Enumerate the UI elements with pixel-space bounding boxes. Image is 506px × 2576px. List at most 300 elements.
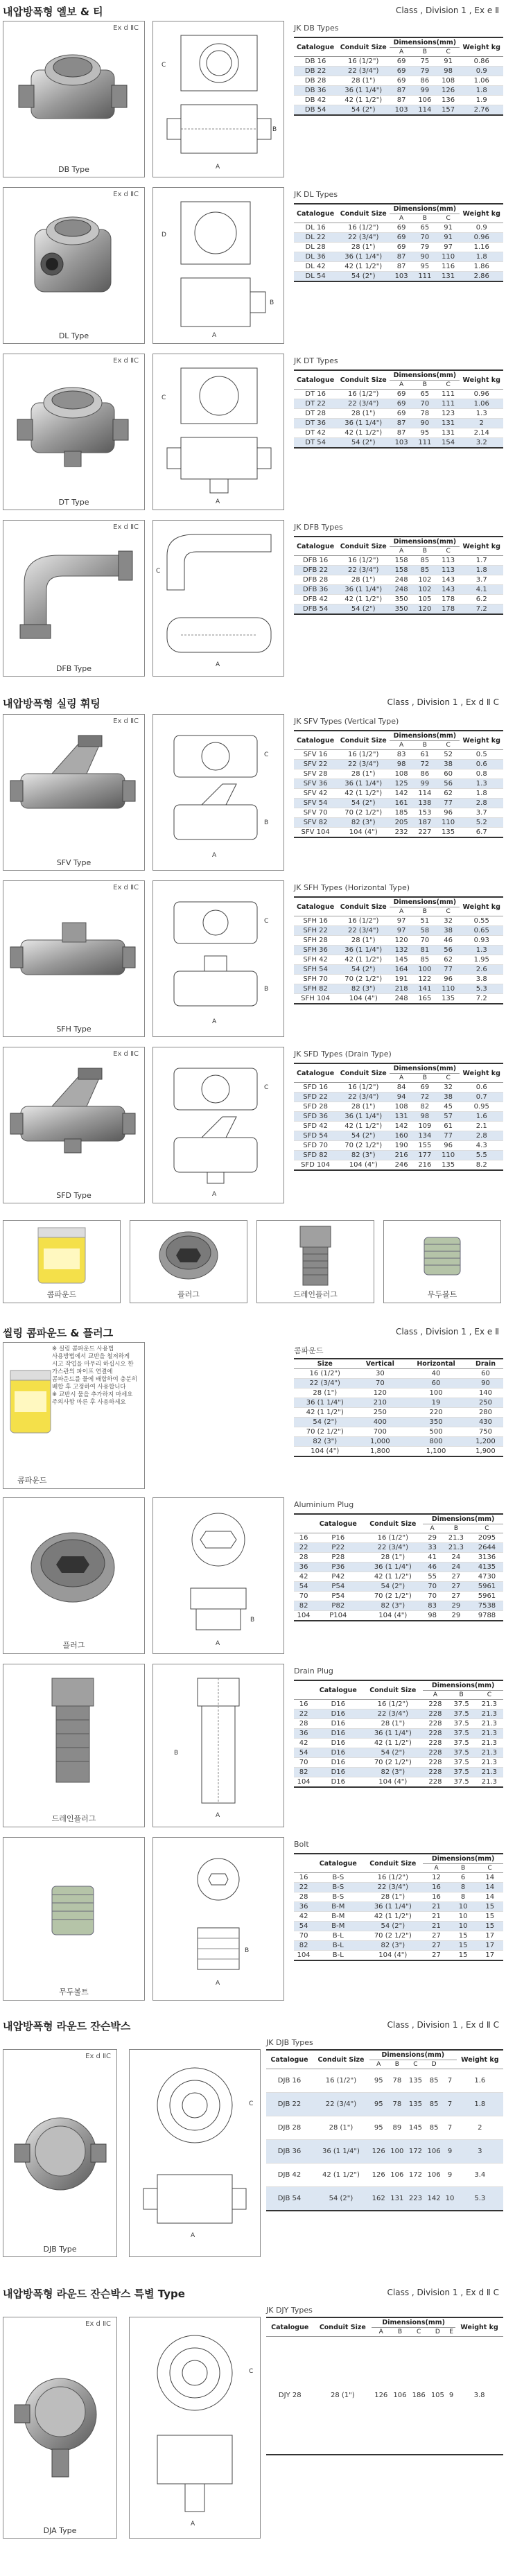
table-cell: 8.2 [460, 1160, 503, 1171]
table-cell: 1.3 [460, 779, 503, 789]
table-header-cell: E [447, 2328, 455, 2337]
spec-table [294, 37, 503, 116]
table-cell: SFH 70 [294, 975, 337, 984]
table-cell: 1.8 [460, 566, 503, 575]
product-photo-box [3, 354, 145, 510]
table-row [294, 789, 503, 799]
table-cell: 70 [413, 399, 437, 409]
table-cell: SFH 22 [294, 926, 337, 936]
table-header-cell: C [410, 2328, 428, 2337]
table-cell: 42 (1 1/2") [337, 789, 390, 799]
table-cell: 131 [388, 2187, 407, 2211]
table-cell: B-S [313, 1892, 363, 1902]
table-cell: 36 (1 1/4") [337, 252, 390, 262]
table-cell: 2.86 [460, 272, 503, 282]
table-cell: 6 [450, 1873, 477, 1883]
section-header-elbow-tee [3, 3, 503, 19]
table-row [294, 223, 503, 233]
table-cell: 86 [413, 76, 437, 86]
table-cell: 36 [294, 1563, 313, 1572]
table-row [294, 233, 503, 243]
table-cell: D16 [313, 1709, 363, 1719]
table-cell: 3.2 [460, 438, 503, 449]
table-header-cell: B [413, 381, 437, 390]
table-cell: 22 (3/4") [337, 233, 390, 243]
spec-table-area [294, 1342, 503, 1457]
table-row [294, 1777, 503, 1788]
ex-rating: Ex d ⅡC [113, 884, 139, 891]
table-cell: 111 [437, 390, 460, 399]
table-header-cell: Weight kg [457, 2050, 503, 2069]
table-cell: 0.9 [460, 223, 503, 233]
product-row-dt [3, 354, 503, 513]
table-header-cell: C [437, 547, 460, 556]
table-cell: 186 [410, 2337, 428, 2455]
table-cell: 54 (2") [337, 1131, 390, 1141]
table-cell: 98 [413, 1112, 437, 1122]
table-cell: 15 [450, 1941, 477, 1951]
table-cell: 114 [413, 105, 437, 116]
table-row [294, 1379, 503, 1389]
table-cell: 3.7 [460, 575, 503, 585]
table-cell: 36 (1 1/4") [337, 946, 390, 955]
table-row [294, 1112, 503, 1122]
table-cell: DFB 22 [294, 566, 337, 575]
spec-table [294, 1513, 503, 1621]
table-cell: 3.4 [457, 2164, 503, 2187]
table-cell: 0.93 [460, 936, 503, 946]
table-cell: 83 [423, 1601, 442, 1611]
table-cell: 85 [425, 2093, 444, 2116]
table-cell: 65 [413, 223, 437, 233]
table-cell: 82 (3") [337, 818, 390, 828]
table-cell: 85 [425, 2069, 444, 2093]
table-cell: DL 22 [294, 233, 337, 243]
table-cell: 65 [413, 390, 437, 399]
table-cell: 87 [390, 86, 413, 96]
table-cell: 21.3 [476, 1729, 503, 1739]
table-row [294, 799, 503, 808]
table-row [294, 566, 503, 575]
table-cell: 72 [413, 760, 437, 769]
table-row [266, 2187, 503, 2211]
spec-table [266, 2049, 503, 2211]
table-row [294, 916, 503, 926]
table-header-cell: Catalogue [294, 204, 337, 223]
table-cell: 111 [413, 272, 437, 282]
dja-box-image [3, 2317, 116, 2512]
table-cell: SFD 82 [294, 1151, 337, 1160]
table-cell: DT 22 [294, 399, 337, 409]
table-cell: DFB 16 [294, 556, 337, 566]
table-cell: 54 (2") [337, 438, 390, 449]
product-row-djb [3, 2035, 503, 2271]
table-cell: 500 [404, 1427, 468, 1437]
table-header-cell: Dimensions(mm) [390, 897, 460, 907]
table-cell: 70 [356, 1379, 405, 1389]
photo-label: 플러그 [177, 1290, 200, 1299]
table-cell: 7.2 [460, 994, 503, 1004]
table-row [294, 1941, 503, 1951]
product-photo-box [3, 2317, 117, 2539]
table-cell: 228 [423, 1719, 447, 1729]
spec-table [266, 2317, 503, 2455]
table-cell: SFH 42 [294, 955, 337, 965]
table-cell: 36 (1 1/4") [363, 1729, 423, 1739]
table-cell: 104 (4") [294, 1447, 356, 1457]
table-cell: 111 [437, 399, 460, 409]
table-header-cell: Dimensions(mm) [369, 2050, 457, 2060]
table-cell: 22 [294, 1883, 313, 1892]
table-cell: 16 (1/2") [337, 916, 390, 926]
table-cell: 4.3 [460, 1141, 503, 1151]
table-cell: SFD 54 [294, 1131, 337, 1141]
table-cell: 104 [294, 1777, 313, 1788]
product-photo-box [3, 1664, 145, 1827]
table-cell: 28 (1") [313, 2337, 372, 2455]
table-row [294, 1582, 503, 1592]
sfh-fitting-image [3, 881, 144, 1020]
table-cell: DFB 54 [294, 604, 337, 615]
table-header-cell: Conduit Size [337, 1063, 390, 1083]
compound-jar-image [3, 1221, 120, 1290]
table-cell: 82 (3") [337, 984, 390, 994]
product-photo-box [3, 2049, 117, 2257]
table-cell: DL 16 [294, 223, 337, 233]
section-class: Class , Division 1 , Ex e Ⅱ [395, 6, 499, 15]
table-cell: 172 [406, 2140, 425, 2164]
table-cell: 158 [390, 556, 413, 566]
table-row [294, 1151, 503, 1160]
table-cell: SFH 16 [294, 916, 337, 926]
table-cell: 228 [423, 1729, 447, 1739]
table-cell: D16 [313, 1739, 363, 1748]
table-cell: 131 [437, 272, 460, 282]
table-cell: 54 [294, 1582, 313, 1592]
technical-drawing [152, 520, 284, 677]
drain-plug-photo [256, 1220, 374, 1303]
table-row [266, 2093, 503, 2116]
product-row-dl [3, 187, 503, 347]
table-cell: 36 (1 1/4") [337, 585, 390, 595]
table-row [294, 1427, 503, 1437]
table-cell: 228 [423, 1748, 447, 1758]
table-cell: 54 (2") [313, 2187, 369, 2211]
table-row [294, 818, 503, 828]
table-cell: 82 [294, 1601, 313, 1611]
table-header-cell: Conduit Size [337, 897, 390, 916]
table-header-cell: C [437, 741, 460, 750]
table-header-cell: A [423, 1524, 442, 1533]
table-cell: 29 [423, 1533, 442, 1543]
table-cell: 1.9 [460, 96, 503, 105]
table-cell: 2644 [471, 1543, 503, 1553]
product-type-label: DB Type [58, 165, 89, 174]
table-cell: 37.5 [448, 1777, 476, 1788]
table-cell: 37.5 [448, 1709, 476, 1719]
table-cell: 131 [437, 419, 460, 428]
dl-drawing [153, 188, 283, 343]
table-cell: 85 [425, 2116, 444, 2140]
ex-rating: Ex d ⅡC [113, 24, 139, 32]
table-cell: 36 (1 1/4") [313, 2140, 369, 2164]
table-cell: 42 (1 1/2") [363, 1572, 423, 1582]
table-cell: 126 [437, 86, 460, 96]
table-title: 콤파운드 [294, 1346, 324, 1355]
table-cell: P82 [313, 1601, 363, 1611]
table-cell: 79 [413, 67, 437, 76]
table-cell: 96 [437, 808, 460, 818]
table-cell: 28 (1") [337, 936, 390, 946]
table-row [294, 955, 503, 965]
table-header-cell: Dimensions(mm) [372, 2317, 455, 2328]
table-header-cell: Catalogue [294, 1063, 337, 1083]
table-cell: 28 (1") [337, 575, 390, 585]
table-cell: 97 [437, 243, 460, 252]
table-cell: 105 [413, 595, 437, 604]
spec-table [294, 896, 503, 1004]
table-cell: 1.95 [460, 955, 503, 965]
table-row [294, 76, 503, 86]
table-cell: DB 22 [294, 67, 337, 76]
table-cell: 158 [390, 566, 413, 575]
table-cell: 6.7 [460, 828, 503, 838]
table-row [294, 1892, 503, 1902]
section-title: 내압방폭형 실링 휘팅 [3, 697, 101, 710]
table-cell: DL 42 [294, 262, 337, 272]
table-row [294, 828, 503, 838]
table-cell: 1.8 [460, 86, 503, 96]
spec-table-area [294, 1664, 503, 1788]
table-cell: SFV 36 [294, 779, 337, 789]
product-type-label: 드레인플러그 [51, 1814, 96, 1823]
table-cell: 70 (2 1/2") [294, 1427, 356, 1437]
aluminium-plug-drawing [153, 1498, 283, 1653]
bolt-drawing [153, 1838, 283, 2000]
spec-table [294, 536, 503, 615]
table-title: JK SFD Types (Drain Type) [294, 1050, 392, 1059]
compound-usage-note: ※ 실링 콤파운드 사용법 사용방법에서 교반을 철저하게 시고 작업을 마무리 하십시오 한 가스관의 파이프 연결에 콤파운드를 물에 배합하여 충분히 배합 후 고정하여 사용합니다 ※ 교반시 물을 추가하지 마세요 주의사항 마른 후 사용하세요 [52, 1346, 138, 1406]
table-cell: 16 [294, 1700, 313, 1709]
table-title: JK DJB Types [266, 2038, 313, 2047]
product-type-label: DT Type [58, 498, 89, 507]
table-cell: 162 [369, 2187, 388, 2211]
table-cell: 1.8 [460, 789, 503, 799]
table-header-cell: Dimensions(mm) [390, 37, 460, 48]
table-cell: 5961 [471, 1582, 503, 1592]
table-header-cell [294, 1680, 313, 1700]
table-cell: 42 (1 1/2") [337, 262, 390, 272]
table-cell: SFD 28 [294, 1102, 337, 1112]
table-cell: 9 [443, 2164, 456, 2187]
table-cell: 22 (3/4") [363, 1709, 423, 1719]
table-cell: 78 [388, 2069, 407, 2093]
table-cell: 106 [425, 2140, 444, 2164]
table-row [294, 1083, 503, 1093]
table-cell: 21.3 [476, 1777, 503, 1788]
table-cell: 4730 [471, 1572, 503, 1582]
product-type-label: 콤파운드 [17, 1476, 47, 1485]
spec-table [294, 1063, 503, 1171]
table-cell: SFV 104 [294, 828, 337, 838]
table-cell: 16 (1/2") [337, 556, 390, 566]
table-cell: 157 [437, 105, 460, 116]
table-cell: 3 [457, 2140, 503, 2164]
table-cell: 16 (1/2") [363, 1533, 423, 1543]
table-cell: 70 [294, 1758, 313, 1768]
table-header-cell: A [390, 381, 413, 390]
table-row [294, 1447, 503, 1457]
table-cell: 60 [437, 769, 460, 779]
table-cell: 134 [413, 1131, 437, 1141]
table-cell: 104 (4") [363, 1951, 423, 1961]
table-cell: 91 [437, 57, 460, 67]
table-cell: 19 [404, 1398, 468, 1408]
table-cell: 95 [369, 2116, 388, 2140]
technical-drawing [152, 1664, 284, 1827]
technical-drawing [152, 354, 284, 510]
table-cell: 15 [476, 1912, 503, 1922]
table-cell: 0.55 [460, 916, 503, 926]
table-cell: 16 (1/2") [363, 1873, 423, 1883]
table-cell: 145 [390, 955, 413, 965]
table-row [294, 1389, 503, 1398]
table-cell: 120 [390, 936, 413, 946]
table-cell: 5961 [471, 1592, 503, 1601]
table-row [294, 1160, 503, 1171]
table-cell: 114 [413, 789, 437, 799]
table-cell: 61 [437, 1122, 460, 1131]
table-cell: 82 (3") [363, 1601, 423, 1611]
table-cell: 22 (3/4") [363, 1543, 423, 1553]
table-header-cell: B [388, 2060, 407, 2069]
table-cell: 86 [413, 769, 437, 779]
table-cell: 14 [476, 1892, 503, 1902]
table-cell: 108 [437, 76, 460, 86]
table-cell: 98 [423, 1611, 442, 1621]
svg-text:C: C [264, 1084, 269, 1091]
svg-text:B: B [272, 126, 277, 133]
table-row [294, 1729, 503, 1739]
table-row [294, 96, 503, 105]
table-row [294, 1768, 503, 1777]
table-cell: 161 [390, 799, 413, 808]
technical-drawing [129, 2317, 261, 2539]
table-cell: P22 [313, 1543, 363, 1553]
table-cell: 55 [423, 1572, 442, 1582]
table-cell: 42 (1 1/2") [337, 428, 390, 438]
table-cell: 54 (2") [337, 604, 390, 615]
table-header-cell: C [471, 1524, 503, 1533]
product-photo-box [3, 880, 145, 1037]
table-cell: B-S [313, 1873, 363, 1883]
table-header-cell: Weight kg [455, 2317, 503, 2337]
table-header-cell: Weight kg [460, 1063, 503, 1083]
table-cell: 3.8 [460, 975, 503, 984]
table-cell: 1,900 [468, 1447, 503, 1457]
table-header-cell: B [413, 1074, 437, 1083]
table-row [294, 926, 503, 936]
table-header-cell: Dimensions(mm) [390, 731, 460, 741]
table-row [294, 1369, 503, 1379]
table-cell: SFH 104 [294, 994, 337, 1004]
svg-text:A: A [212, 852, 217, 859]
table-header-cell: A [423, 1691, 447, 1700]
table-cell: 2.1 [460, 1122, 503, 1131]
table-cell: 104 (4") [337, 994, 390, 1004]
spec-table-area [294, 1497, 503, 1621]
table-cell: 104 (4") [337, 828, 390, 838]
table-cell: 28 (1") [313, 2116, 369, 2140]
table-cell: DL 36 [294, 252, 337, 262]
table-cell: 126 [369, 2164, 388, 2187]
sfh-drawing [153, 881, 283, 1036]
table-row [294, 1931, 503, 1941]
table-title: JK DL Types [294, 190, 338, 199]
table-cell: 178 [437, 604, 460, 615]
table-row [294, 604, 503, 615]
table-header-cell: D [428, 2328, 447, 2337]
table-header-cell: Conduit Size [337, 204, 390, 223]
table-row [294, 1533, 503, 1543]
table-cell: 106 [388, 2164, 407, 2187]
svg-text:A: A [212, 1018, 217, 1025]
compound-table [294, 1358, 503, 1457]
table-header-cell: Dimensions(mm) [423, 1854, 503, 1864]
table-cell: 400 [356, 1418, 405, 1427]
table-cell: 2095 [471, 1533, 503, 1543]
table-cell: P104 [313, 1611, 363, 1621]
compound-photo [3, 1220, 121, 1303]
table-cell: 16 (1/2") [337, 750, 390, 760]
table-cell: 91 [437, 223, 460, 233]
table-cell: 94 [390, 1093, 413, 1102]
table-cell: 95 [413, 428, 437, 438]
table-header-cell [294, 1514, 313, 1533]
table-row [294, 1572, 503, 1582]
product-photo-box [3, 1837, 145, 2001]
svg-text:B: B [264, 986, 269, 993]
table-cell: 90 [468, 1379, 503, 1389]
ex-rating: Ex d ⅡC [85, 2320, 111, 2328]
table-cell: 430 [468, 1418, 503, 1427]
table-cell: 56 [437, 946, 460, 955]
table-cell: 9 [447, 2337, 455, 2455]
table-cell: 7538 [471, 1601, 503, 1611]
table-row [294, 1592, 503, 1601]
table-cell: 38 [437, 926, 460, 936]
svg-text:A: A [216, 1812, 220, 1819]
photo-label: 드레인플러그 [293, 1290, 338, 1299]
table-cell: 22 (3/4") [337, 67, 390, 76]
table-cell: SFV 22 [294, 760, 337, 769]
svg-text:B: B [245, 1947, 250, 1954]
product-type-label: DJB Type [43, 2245, 77, 2254]
table-cell: 120 [413, 604, 437, 615]
table-cell: 228 [423, 1768, 447, 1777]
table-row [294, 67, 503, 76]
table-header-cell: Conduit Size [337, 537, 390, 556]
table-header-cell: Catalogue [294, 370, 337, 390]
table-cell: 97 [390, 926, 413, 936]
aluminium-plug-image [3, 1498, 144, 1637]
svg-text:B: B [250, 1617, 255, 1624]
table-cell: 21.3 [442, 1543, 471, 1553]
table-cell: SFH 82 [294, 984, 337, 994]
table-cell: 0.6 [460, 1083, 503, 1093]
table-cell: 218 [390, 984, 413, 994]
spec-table [294, 730, 503, 838]
